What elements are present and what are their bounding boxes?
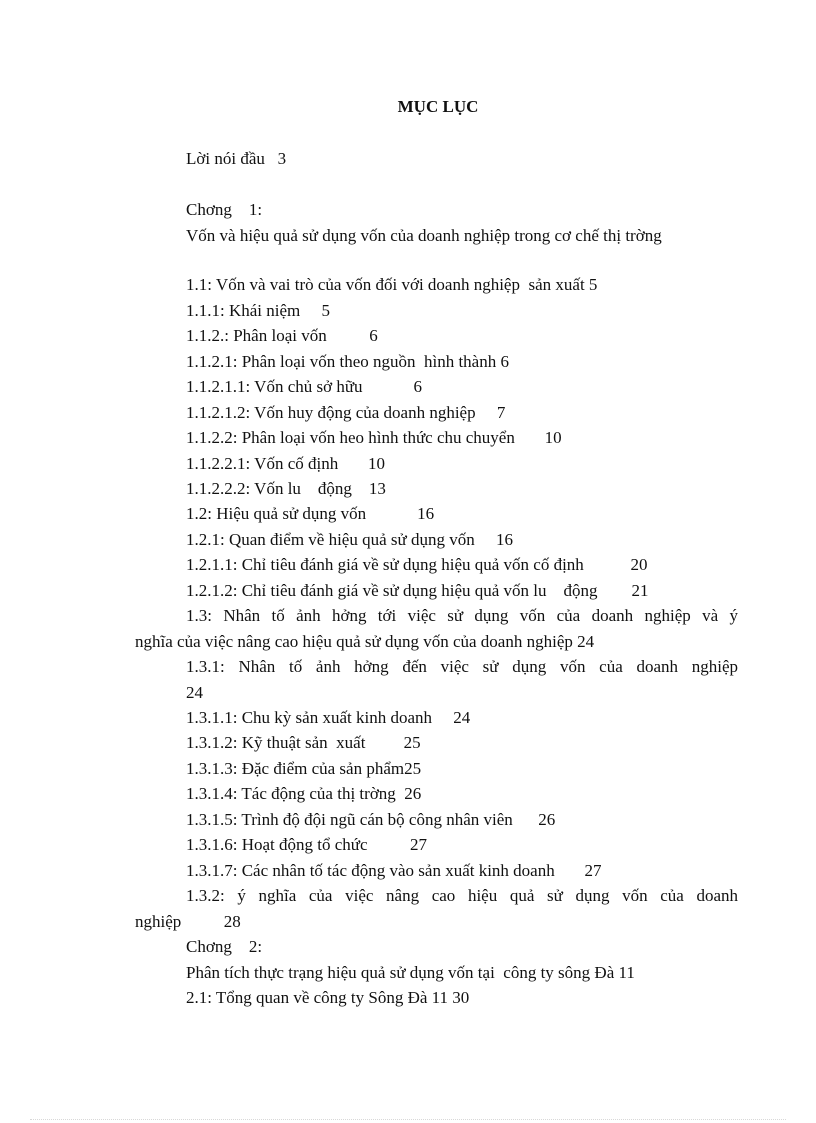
toc-entry: 1.2.1: Quan điểm về hiệu quả sử dụng vốn 16 [186, 530, 513, 549]
toc-entry: 1.2.1.1: Chỉ tiêu đánh giá về sử dụng hiệu quả vốn cố định 20 [186, 555, 648, 574]
toc-entry-1-3-2-line1: 1.3.2: ý nghĩa của việc nâng cao hiệu quả sử dụng vốn của doanh [186, 886, 738, 905]
toc-entry: 1.3.1.4: Tác động của thị trờng 26 [186, 784, 422, 803]
toc-entry: 1.1.2.: Phân loại vốn 6 [186, 326, 378, 345]
toc-entry: 1.1.2.1.2: Vốn huy động của doanh nghiệp 7 [186, 403, 506, 422]
toc-entry: 1.2.1.2: Chỉ tiêu đánh giá về sử dụng hiệu quả vốn lu động 21 [186, 581, 649, 600]
toc-entry: 1.3.1.7: Các nhân tố tác động vào sản xuất kinh doanh 27 [186, 861, 602, 880]
chapter-2-name: Phân tích thực trạng hiệu quả sử dụng vốn tại công ty sông Đà 11 [186, 963, 635, 982]
toc-entry: 1.1.2.1: Phân loại vốn theo nguồn hình thành 6 [186, 352, 509, 371]
toc-entry: 1.3.1.6: Hoạt động tổ chức 27 [186, 835, 428, 854]
toc-entry-1-3-1-line1: 1.3.1: Nhân tố ảnh hởng đến việc sử dụng vốn của doanh nghiệp [186, 657, 738, 676]
toc-entry: 1.1.1: Khái niệm 5 [186, 301, 331, 320]
toc-entry: 1.1.2.1.1: Vốn chủ sở hữu 6 [186, 377, 423, 396]
toc-intro: Lời nói đầu 3 [186, 149, 287, 168]
toc-entry: 1.3.1.3: Đặc điểm của sản phẩm25 [186, 759, 422, 778]
toc-entry: 1.3.1.2: Kỹ thuật sản xuất 25 [186, 733, 421, 752]
page-title: MỤC LỤC [397, 97, 479, 116]
chapter-1-label: Chơng 1: [186, 200, 263, 219]
toc-entry-1-3-line1: 1.3: Nhân tố ảnh hởng tới việc sử dụng vốn của doanh nghiệp và ý [186, 606, 738, 625]
toc-entry: 2.1: Tổng quan về công ty Sông Đà 11 30 [186, 988, 470, 1007]
toc-entry: 1.1.2.2.1: Vốn cố định 10 [186, 454, 385, 473]
toc-entry-1-3-1-line2: 24 [186, 683, 203, 702]
toc-entry: 1.2: Hiệu quả sử dụng vốn 16 [186, 504, 435, 523]
toc-entry: 1.1.2.2: Phân loại vốn heo hình thức chu chuyển 10 [186, 428, 562, 447]
toc-entry: 1.3.1.1: Chu kỳ sản xuất kinh doanh 24 [186, 708, 471, 727]
toc-entry-1-3-2-line2: nghiệp 28 [135, 912, 241, 931]
footer-divider [30, 1119, 786, 1120]
toc-entry-1-3-line2: nghĩa của việc nâng cao hiệu quả sử dụng vốn của doanh nghiệp 24 [135, 632, 595, 651]
chapter-2-label: Chơng 2: [186, 937, 263, 956]
toc-entry: 1.3.1.5: Trình độ đội ngũ cán bộ công nhân viên 26 [186, 810, 556, 829]
toc-entry: 1.1: Vốn và vai trò của vốn đối với doanh nghiệp sản xuất 5 [186, 275, 598, 294]
toc-entry: 1.1.2.2.2: Vốn lu động 13 [186, 479, 386, 498]
chapter-1-name: Vốn và hiệu quả sử dụng vốn của doanh nghiệp trong cơ chế thị trờng [186, 226, 662, 245]
